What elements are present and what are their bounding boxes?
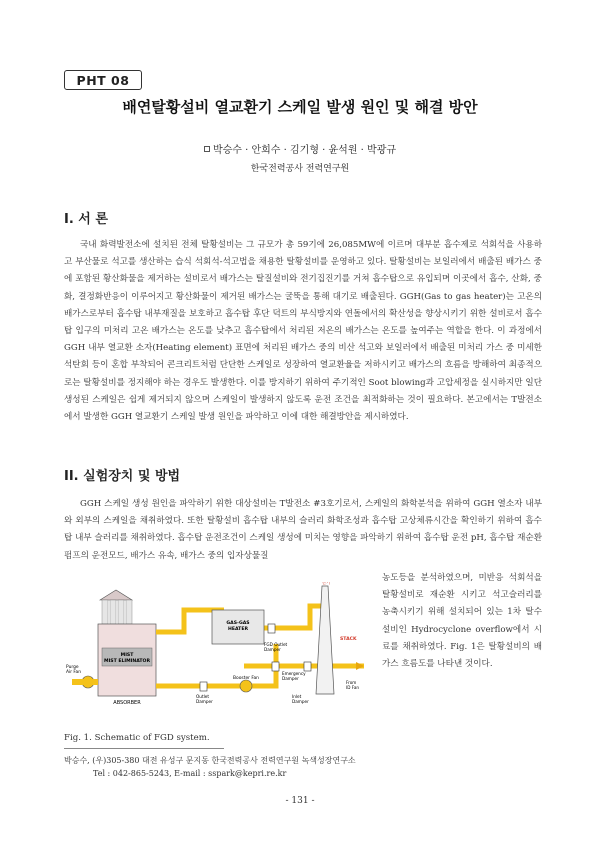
outlet-damper-label-2: Damper: [196, 699, 213, 704]
absorber-label: ABSORBER: [113, 700, 141, 706]
section-heading-introduction: I. 서 론: [64, 212, 108, 227]
mist-eliminator-label-1: MIST: [120, 653, 134, 658]
stack-label-korean: 연기: [321, 582, 331, 586]
footnote-address: 박승수, (우)305-380 대전 유성구 문지동 한국전력공사 전력연구원 녹색성장연구소: [64, 756, 356, 765]
fgd-outlet-damper-label-1: FGD Outlet: [264, 642, 288, 647]
paper-title: 배연탈황설비 열교환기 스케일 발생 원인 및 해결 방안: [122, 98, 478, 116]
emergency-damper-label-1: Emergency: [282, 671, 306, 676]
inlet-damper-icon: [304, 662, 311, 671]
purge-air-duct: [72, 679, 98, 685]
author-list: [0, 141, 600, 156]
purge-air-fan-label-1: Purge: [66, 665, 79, 670]
absorber-roof: [100, 590, 132, 600]
gas-gas-heater-label-2: HEATER: [228, 627, 248, 632]
booster-fan-label: Booster Fan: [233, 676, 259, 681]
author-names: 박승수 · 안희수 · 김기형 · 윤석원 · 박광규: [212, 145, 397, 156]
stack-chimney: [316, 586, 334, 694]
spray-header: [118, 600, 124, 624]
spray-header: [126, 600, 132, 624]
inlet-damper-label-2: Damper: [292, 699, 309, 704]
emergency-damper-icon: [272, 662, 279, 671]
outlet-damper-icon: [200, 682, 207, 691]
figure-caption: Fig. 1. Schematic of FGD system.: [64, 733, 210, 743]
gas-flow-arrow-icon: [356, 662, 364, 670]
gas-gas-heater-label-1: GAS-GAS: [226, 621, 250, 626]
affiliation: 한국전력공사 전력연구원: [250, 164, 350, 174]
from-id-fan-label-1: From: [346, 680, 357, 685]
outlet-damper-label-1: Outlet: [196, 694, 209, 699]
section-body-methods: GGH 스케일 생성 원인을 파악하기 위한 대상설비는 T발전소 #3호기로서, 스케일의 화학분석을 위하여 GGH 열소자 내부와 외부의 스케일을 채취하였다. 또한 탈황설비 흡수탑 내부의 슬러리 화학조성과 흡수탑 고상체류시간을 확인하기 위하여 흡수탑 내부 슬러리를 채취하였다. 흡수탑 운전조건이 스케일 생성에 미치는 영향을 파악하기 위하여 흡수탑 운전 pH, 흡수탑 재순환펌프의 운전모드, 배가스 유속, 배가스 중의 입자상물질: [64, 499, 542, 561]
stack-label: STACK: [340, 637, 357, 642]
paper-code-tag: PHT 08: [64, 70, 142, 90]
spray-header: [102, 600, 108, 624]
footnote-contact: Tel : 042-865-5243, E-mail : sspark@kepri.re.kr: [93, 769, 287, 778]
section-body-methods-continued: 농도등을 분석하였으며, 미반응 석회석을 탈황설비로 재순환 시키고 석고슬러리를 농축시키기 위해 설치되어 있는 1차 탈수설비인 Hydrocyclone overflow에서 시료를 채취하였다. Fig. 1은 탈황설비의 배가스 흐름도를 나타낸 것이다.: [382, 573, 542, 670]
fgd-schematic-diagram: [64, 582, 378, 716]
fgd-outlet-damper-icon: [268, 624, 275, 633]
booster-fan-icon: [240, 680, 252, 692]
mist-eliminator-label-2: MIST ELIMINATOR: [104, 659, 150, 664]
purge-air-fan-label-2: Air Fan: [66, 670, 82, 675]
footnote-divider: [64, 748, 224, 749]
section-body-introduction: 국내 화력발전소에 설치된 전체 탈황설비는 그 규모가 총 59기에 26,085MW에 이르며 대부분 흡수제로 석회석을 사용하고 부산물로 석고를 생산하는 습식 석회석-석고법을 채용한 탈황설비를 운영하고 있다. 탈황설비는 보일러에서 배출된 배가스 중에 포함된 황산화물을 제거하는 설비로서 배가스는 탈질설비와 전기집진기를 거쳐 흡수탑으로 유입되며 이곳에서 흡수, 산화, 중화, 결정화반응이 이루어지고 황산화물이 제거된 배가스는 굴뚝을 통해 대기로 배출된다. GGH(Gas to gas heater)는 고온의 배가스로부터 흡수탑 내부재질을 보호하고 흡수탑 후단 덕트의 부식방지와 연돌에서의 확산성을 향상시키기 위한 설비로서 흡수탑 입구의 미처리 고온 배가스는 온도를 낮추고 흡수탑에서 처리된 저온의 배가스는 온도를 높여주는 역할을 한다. 이 과정에서 GGH 내부 열교환 소자(Heating element) 표면에 처리된 배가스 중의 비산 석고와 보일러에서 배출된 미처리 가스 중 미세한 석탄회 등이 혼합 부착되어 콘크리트처럼 단단한 스케일로 성장하여 열교환율을 저하시키고 배가스의 흐름을 방해하여 최종적으로는 탈황설비를 정지해야 하는 경우도 발생한다. 이를 방지하기 위하여 주기적인 Soot blowing과 고압세정을 실시하지만 일단 생성된 스케일은 쉽게 제거되지 않으며 스케일이 발생하지 않도록 운전 조건을 최적화하는 것이 필요하다. 본고에서는 T발전소에서 발생한 GGH 열교환기 스케일 발생 원인을 파악하고 이에 대한 해결방안을 제시하였다.: [64, 240, 542, 423]
spray-header: [110, 600, 116, 624]
emergency-damper-label-2: Damper: [282, 676, 299, 681]
page-number: - 131 -: [285, 796, 315, 806]
fgd-outlet-damper-label-2: Damper: [264, 647, 281, 652]
section-heading-methods: II. 실험장치 및 방법: [64, 469, 181, 484]
inlet-damper-label-1: Inlet: [292, 694, 302, 699]
square-bullet-icon: [204, 146, 210, 152]
from-id-fan-label-2: ID Fan: [346, 685, 360, 690]
